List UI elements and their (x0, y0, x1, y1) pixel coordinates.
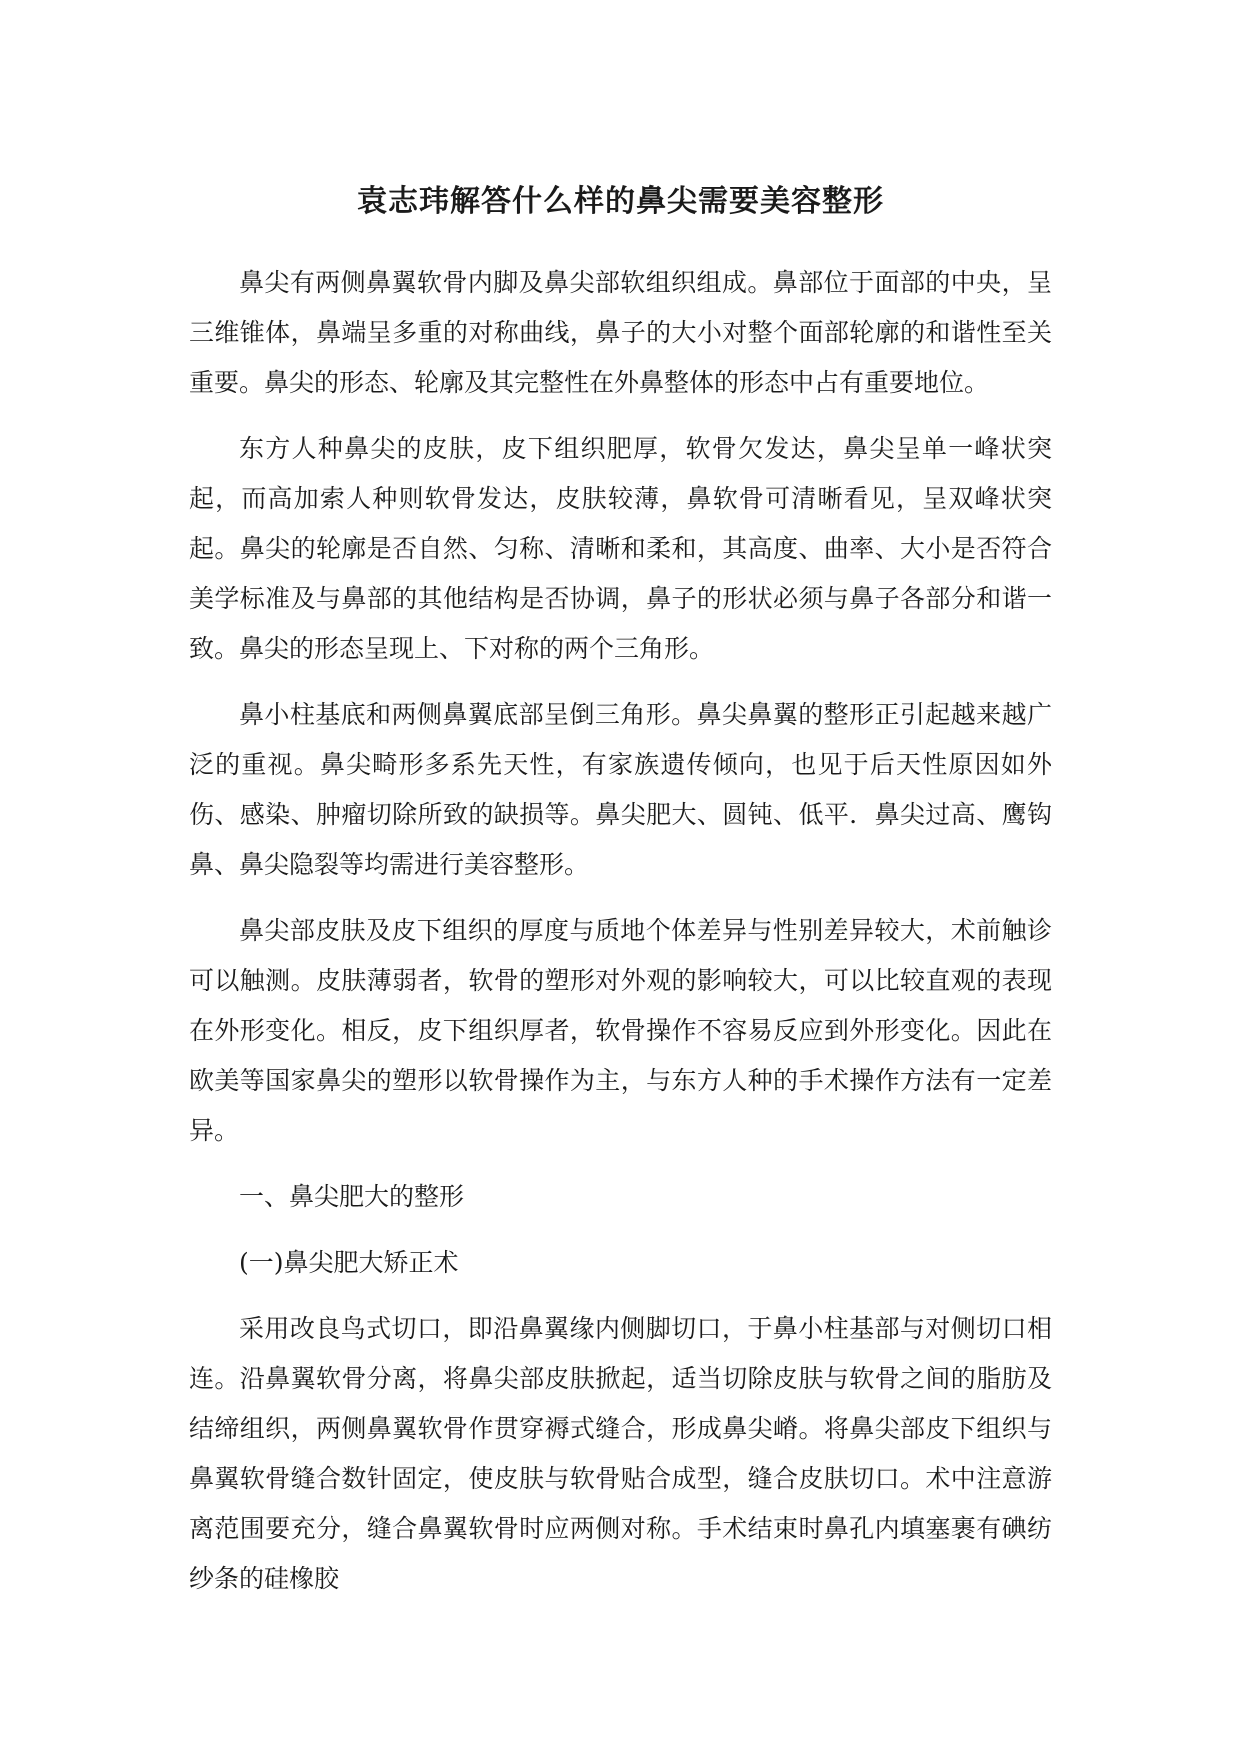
document-body (189, 258, 1052, 1620)
paragraph-3: 鼻小柱基底和两侧鼻翼底部呈倒三角形。鼻尖鼻翼的整形正引起越来越广泛的重视。鼻尖畸形多系先天性，有家族遗传倾向，也见于后天性原因如外伤、感染、肿瘤切除所致的缺损等。鼻尖肥大、圆钝、低平．鼻尖过高、鹰钩鼻、鼻尖隐裂等均需进行美容整形。 (189, 700, 1052, 879)
paragraph-1: 鼻尖有两侧鼻翼软骨内脚及鼻尖部软组织组成。鼻部位于面部的中央，呈三维锥体，鼻端呈多重的对称曲线，鼻子的大小对整个面部轮廓的和谐性至关重要。鼻尖的形态、轮廓及其完整性在外鼻整体的形态中占有重要地位。 (189, 268, 1052, 397)
document-title: 袁志玮解答什么样的鼻尖需要美容整形 (357, 184, 884, 219)
paragraph-4: 鼻尖部皮肤及皮下组织的厚度与质地个体差异与性别差异较大，术前触诊可以触测。皮肤薄弱者，软骨的塑形对外观的影响较大，可以比较直观的表现在外形变化。相反，皮下组织厚者，软骨操作不容易反应到外形变化。因此在欧美等国家鼻尖的塑形以软骨操作为主，与东方人种的手术操作方法有一定差异。 (189, 916, 1052, 1145)
subsection-heading: (一)鼻尖肥大矫正术 (239, 1248, 459, 1277)
paragraph-5: 采用改良鸟式切口，即沿鼻翼缘内侧脚切口，于鼻小柱基部与对侧切口相连。沿鼻翼软骨分离，将鼻尖部皮肤掀起，适当切除皮肤与软骨之间的脂肪及结缔组织，两侧鼻翼软骨作贯穿褥式缝合，形成鼻尖嵴。将鼻尖部皮下组织与鼻翼软骨缝合数针固定，使皮肤与软骨贴合成型，缝合皮肤切口。术中注意游离范围要充分，缝合鼻翼软骨时应两侧对称。手术结束时鼻孔内填塞裹有碘纺纱条的硅橡胶 (189, 1314, 1052, 1593)
paragraph-2: 东方人种鼻尖的皮肤，皮下组织肥厚，软骨欠发达，鼻尖呈单一峰状突起，而高加索人种则软骨发达，皮肤较薄，鼻软骨可清晰看见，呈双峰状突起。鼻尖的轮廓是否自然、匀称、清晰和柔和，其高度、曲率、大小是否符合美学标准及与鼻部的其他结构是否协调，鼻子的形状必须与鼻子各部分和谐一致。鼻尖的形态呈现上、下对称的两个三角形。 (189, 434, 1052, 663)
section-heading: 一、鼻尖肥大的整形 (239, 1182, 465, 1211)
